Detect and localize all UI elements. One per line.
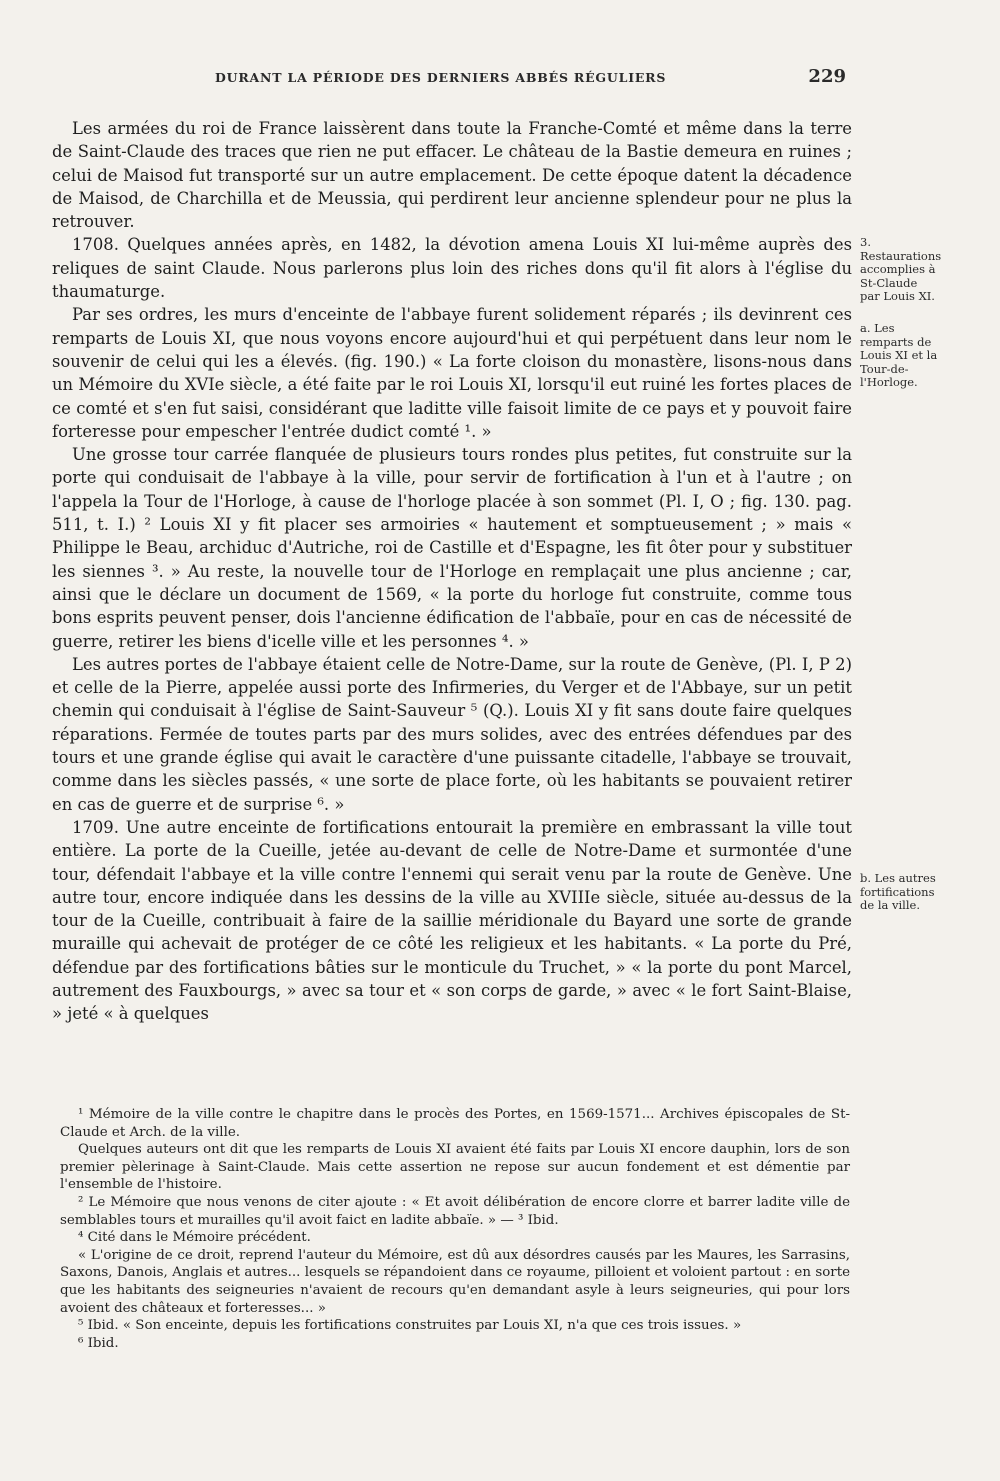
paragraph: Par ses ordres, les murs d'enceinte de l'abbaye furent solidement réparés ; ils devinrent ces remparts de Louis XI, que nous voyons encore aujourd'hui et qui perpétuent dans leur nom le souvenir de celui qui les a élevés. (fig. 190.) « La forte cloison du monastère, lisons-nous dans un Mémoire du XVIe siècle, a été faite par le roi Louis XI, lorsqu'il eut ruiné les fortes places de ce comté et s'en fut saisi, considérant que laditte ville faisoit limite de ce pays et y pouvoit faire forteresse pour empescher l'entrée dudict comté ¹. » — [52, 305, 852, 441]
footnote: ¹ Mémoire de la ville contre le chapitre dans le procès des Portes, en 1569-1571... Archives épiscopales de St-Claude et Arch. de la ville. — [60, 1107, 850, 1140]
running-header — [60, 66, 850, 90]
body-text — [52, 117, 852, 1026]
margin-note: 3. Restaurations accomplies à St-Claude par Louis XI. — [860, 235, 942, 303]
footnotes — [60, 1106, 850, 1352]
footnote: ⁶ Ibid. — [78, 1335, 119, 1351]
footnote: ⁵ Ibid. « Son enceinte, depuis les fortifications construites par Louis XI, n'a que ces trois issues. » — [78, 1318, 742, 1334]
paragraph: Une grosse tour carrée flanquée de plusieurs tours rondes plus petites, fut construite sur la porte qui conduisait de l'abbaye à la ville, pour servir de fortification à l'un et à l'autre ; on l'appela la Tour de l'Horloge, à cause de l'horloge placée à son sommet (Pl. I, O ; fig. 130. pag. 511, t. I.) ² Louis XI y fit placer ses armoiries « hautement et somptueusement ; » mais « Philippe le Beau, archiduc d'Autriche, roi de Castille et d'Espagne, les fit ôter pour y substituer les siennes ³. » Au reste, la nouvelle tour de l'Horloge en remplaçait une plus ancienne ; car, ainsi que le déclare un document de 1569, « la porte du horloge fut construite, comme tous bons esprits peuvent penser, dois l'ancienne édification de l'abbaïe, pour en cas de nécessité de guerre, retirer les biens d'icelle ville et les personnes ⁴. » — [52, 445, 852, 651]
margin-note: b. Les autres fortifications de la ville. — [860, 871, 936, 912]
footnote: Quelques auteurs ont dit que les remparts de Louis XI avaient été faits par Louis XI encore dauphin, lors de son premier pèlerinage à Saint-Claude. Mais cette assertion ne repose sur aucun fondement et est démentie par l'ensemble de l'histoire. — [60, 1142, 850, 1193]
paragraph: 1708. Quelques années après, en 1482, la dévotion amena Louis XI lui-même auprès des reliques de saint Claude. Nous parlerons plus loin des riches dons qu'il fit alors à l'église du thaumaturge. — [52, 235, 852, 302]
running-title: DURANT LA PÉRIODE DES DERNIERS ABBÉS RÉGULIERS — [215, 70, 667, 85]
footnote: ² Le Mémoire que nous venons de citer ajoute : « Et avoit délibération de encore clorre et barrer ladite ville de semblables tours et murailles qu'il avoit faict en ladite abbaïe. » — ³ Ibid. — [60, 1194, 850, 1228]
paragraph: Les armées du roi de France laissèrent dans toute la Franche-Comté et même dans la terre de Saint-Claude des traces que rien ne put effacer. Le château de la Bastie demeura en ruines ; celui de Maisod fut transporté sur un autre emplacement. De cette époque datent la décadence de Maisod, de Charchilla et de Meussia, qui perdirent leur ancienne splendeur pour ne plus la retrouver. — [52, 119, 852, 232]
margin-note: a. Les remparts de Louis XI et la Tour-de-l'Horloge. — [860, 321, 938, 389]
footnote: ⁴ Cité dans le Mémoire précédent. — [78, 1230, 311, 1246]
page-number: 229 — [808, 66, 846, 87]
paragraph: Les autres portes de l'abbaye étaient celle de Notre-Dame, sur la route de Genève, (Pl. I, P 2) et celle de la Pierre, appelée aussi porte des Infirmeries, du Verger et de l'Abbaye, sur un petit chemin qui conduisait à l'église de Saint-Sauveur ⁵ (Q.). Louis XI y fit sans doute faire quelques réparations. Fermée de toutes parts par des murs solides, avec des entrées défendues par des tours et une grande église qui avait le caractère d'une puissante citadelle, l'abbaye se trouvait, comme dans les siècles passés, « une sorte de place forte, où les habitants se pouvaient retirer en cas de guerre et de surprise ⁶. » — [52, 654, 852, 814]
paragraph: 1709. Une autre enceinte de fortifications entourait la première en embrassant la ville tout entière. La porte de la Cueille, jetée au-devant de celle de Notre-Dame et surmontée d'une tour, défendait l'abbaye et la ville contre l'ennemi qui serait venu par la route de Genève. Une autre tour, encore indiquée dans les dessins de la ville au XVIIIe siècle, située au-dessus de la tour de la Cueille, contribuait à faire de la saillie méridionale du Bayard une sorte de grande muraille qui achevait de protéger de ce côté les religieux et les habitants. « La porte du Pré, défendue par des fortifications bâties sur le monticule du Truchet, » « la porte du pont Marcel, autrement des Fauxbourgs, » avec sa tour et « son corps de garde, » avec « le fort Saint-Blaise, » jeté « à quelques — [52, 817, 852, 1024]
footnote: « L'origine de ce droit, reprend l'auteur du Mémoire, est dû aux désordres causés par les Maures, les Sarrasins, Saxons, Danois, Anglais et autres... lesquels se répandoient dans ce royaume, pilloient et voloient partout : en sorte que les habitants des seigneuries n'avaient de recours qu'en demandant asyle à leurs seigneuries, qui pour lors avoient des châteaux et forteresses... » — [60, 1247, 850, 1316]
